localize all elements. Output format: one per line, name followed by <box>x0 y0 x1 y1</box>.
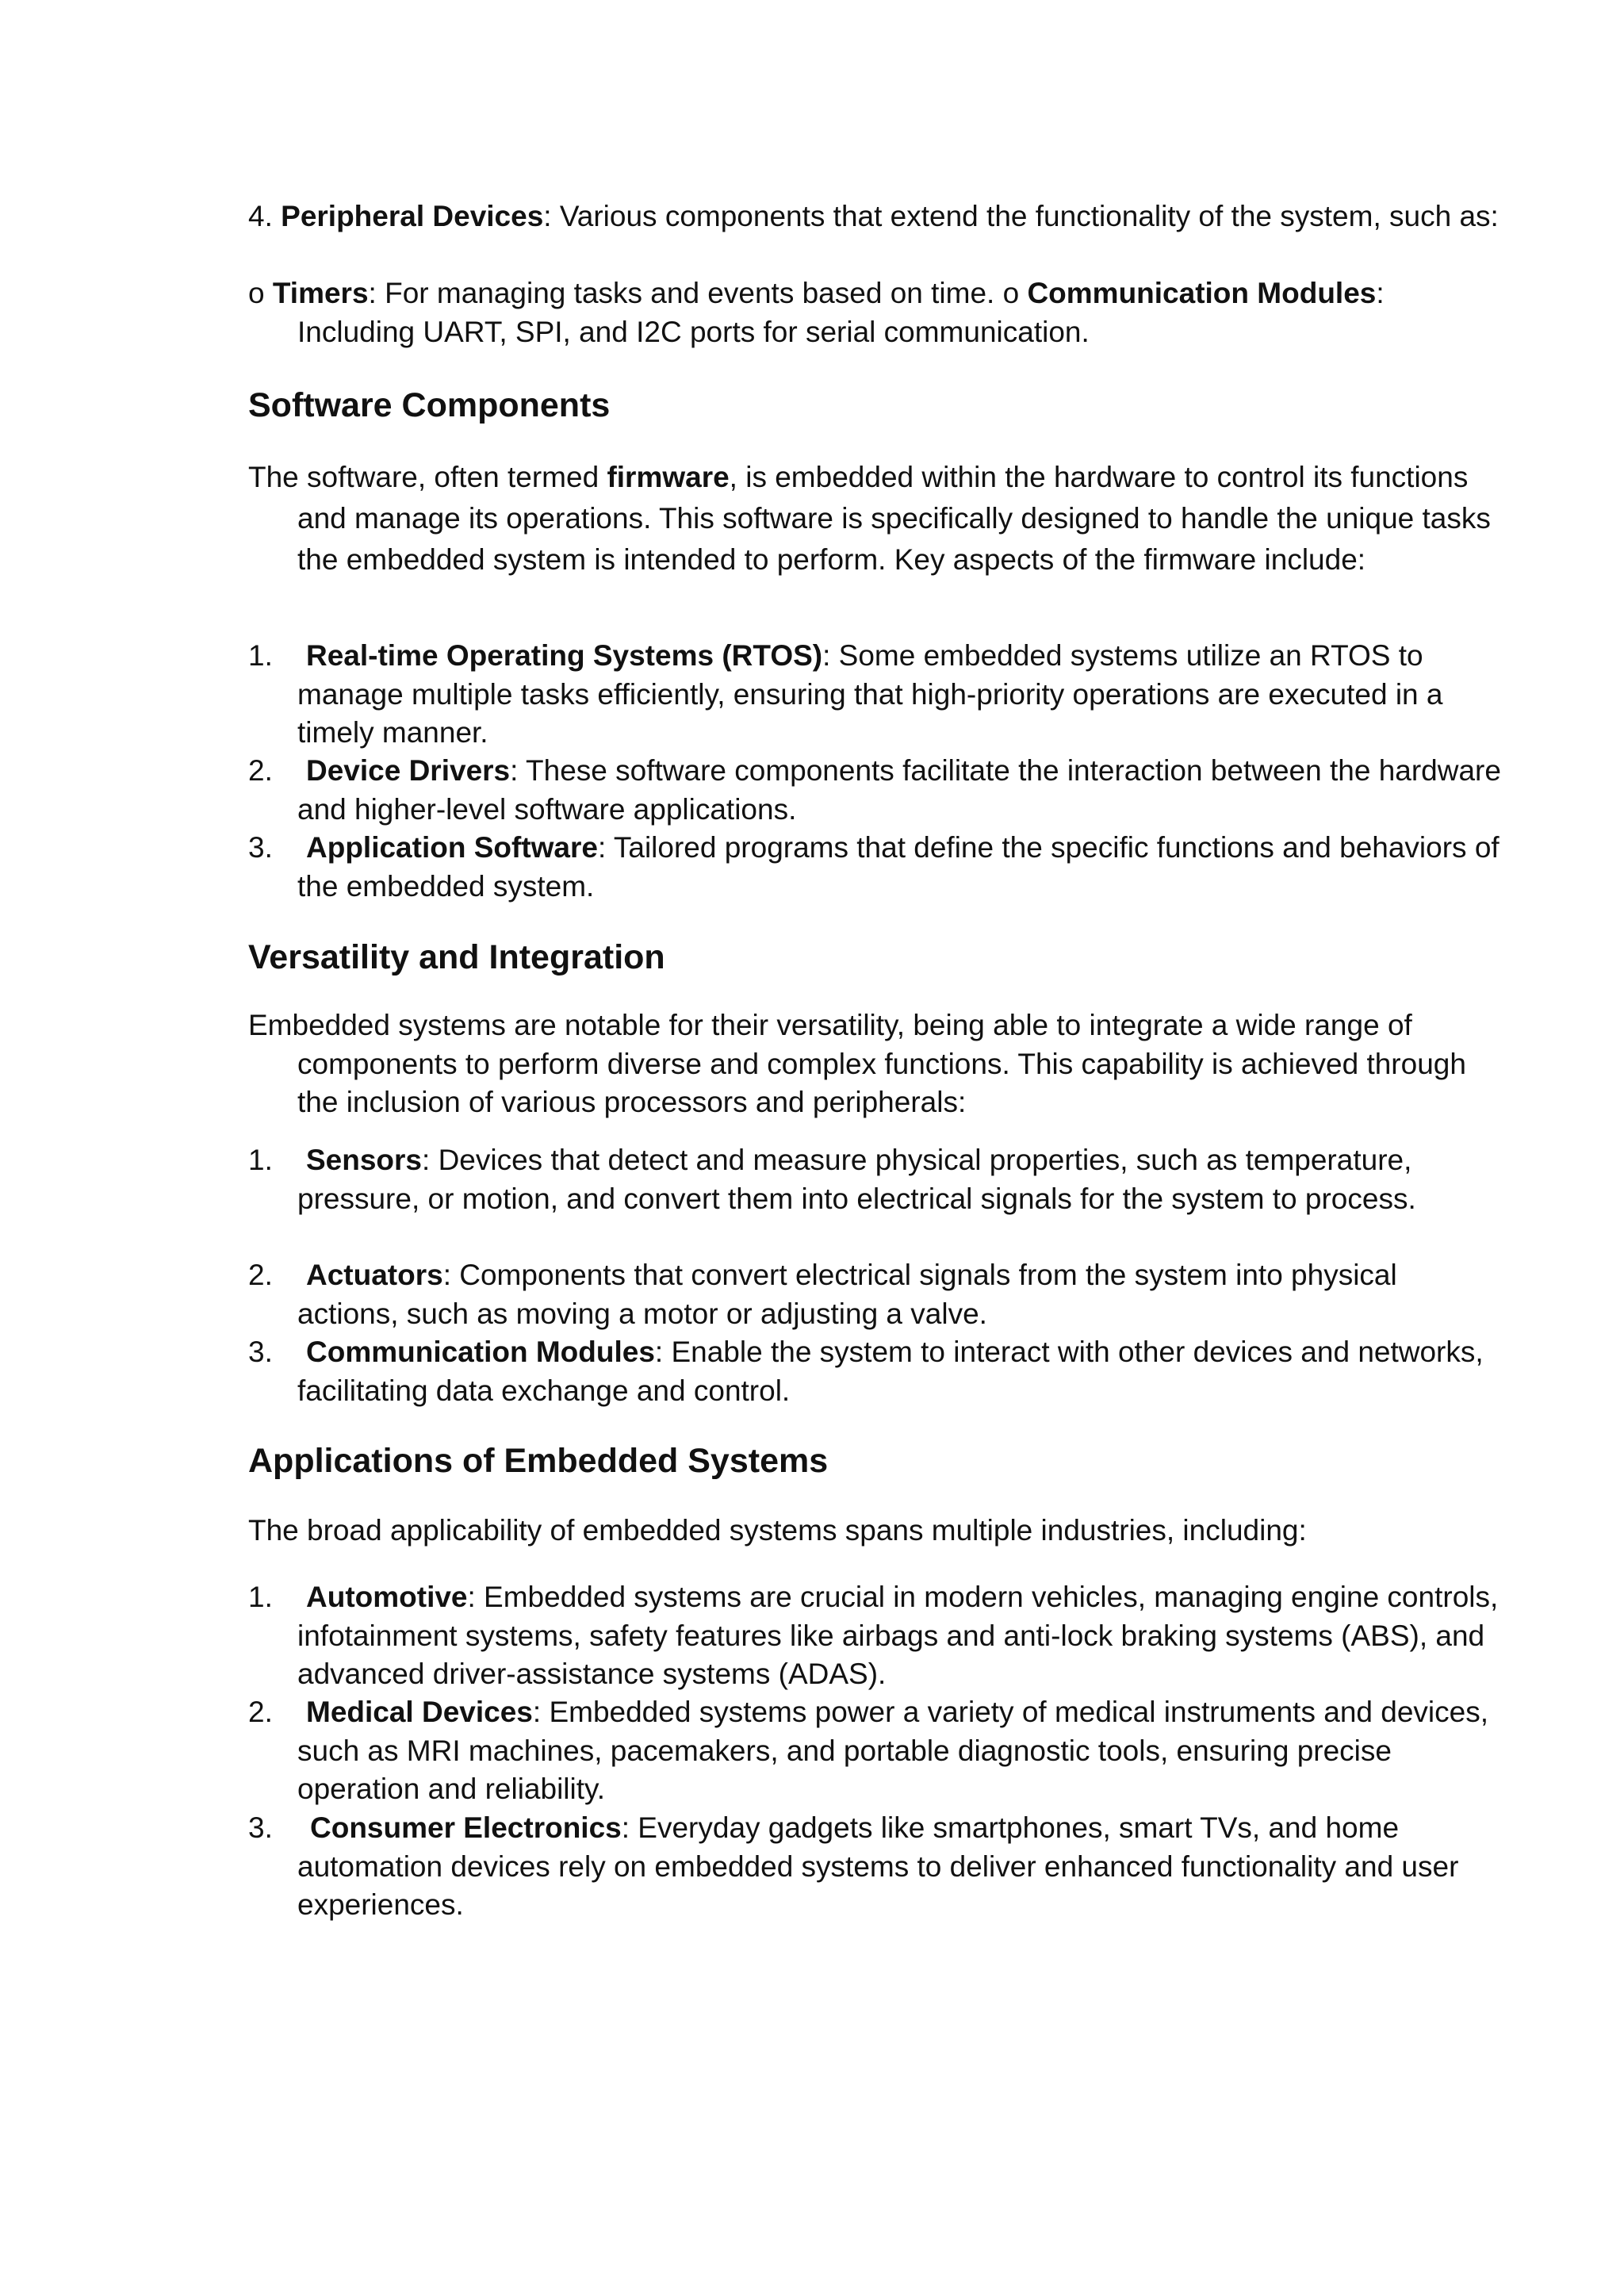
section-heading-versatility: Versatility and Integration <box>248 938 665 976</box>
list-item-text: : These software components facilitate the interaction between the hardware and higher-level software applications. <box>297 754 1501 826</box>
list-item-term: Real-time Operating Systems (RTOS) <box>306 639 823 672</box>
list-number: 2. <box>248 754 273 787</box>
list-item-term: Medical Devices <box>306 1696 533 1728</box>
list-item-text: : Tailored programs that define the specific functions and behaviors of the embedded system. <box>297 831 1500 903</box>
list-item <box>248 1809 1503 1925</box>
intro-text: The software, often termed <box>248 461 607 493</box>
applications-intro-paragraph: The broad applicability of embedded systems spans multiple industries, including: <box>248 1514 1307 1547</box>
list-item-term: Sensors <box>306 1144 423 1176</box>
list-item <box>248 829 1503 906</box>
versatility-intro-paragraph: Embedded systems are notable for their versatility, being able to integrate a wide range of components to perform diverse and complex functions. This capability is achieved through the inclusion of various processors and peripherals: <box>248 1009 1466 1118</box>
list-number: 3. <box>248 1336 273 1368</box>
list-item-text: : Some embedded systems utilize an RTOS to manage multiple tasks efficiently, ensuring that high-priority operations are executed in a timely manner. <box>297 639 1443 749</box>
list-number: 3. <box>248 1811 273 1844</box>
list-number: 2. <box>248 1259 273 1291</box>
list-item <box>248 1333 1503 1410</box>
communication-modules-term: Communication Modules <box>1027 277 1377 309</box>
list-item-term: Actuators <box>306 1259 443 1291</box>
peripheral-devices-text: : Various components that extend the functionality of the system, such as: <box>543 200 1499 232</box>
timers-term: Timers <box>272 277 369 309</box>
list-item-term: Device Drivers <box>306 754 511 787</box>
list-number: 2. <box>248 1696 273 1728</box>
list-item-term: Communication Modules <box>306 1336 655 1368</box>
section-heading-applications: Applications of Embedded Systems <box>248 1442 829 1480</box>
list-number: 1. <box>248 1581 273 1613</box>
list-item-term: Application Software <box>306 831 598 864</box>
bullet-marker: o <box>248 277 265 309</box>
communication-modules-text: : Including UART, SPI, and I2C ports for serial communication. <box>297 277 1385 348</box>
list-number: 3. <box>248 831 273 864</box>
list-item <box>248 1256 1503 1333</box>
list-item-term: Automotive <box>306 1581 468 1613</box>
list-item-text: : Embedded systems power a variety of medical instruments and devices, such as MRI machines, pacemakers, and portable diagnostic tools, ensuring precise operation and reliability. <box>297 1696 1488 1805</box>
intro-text: , is embedded within the hardware to control its functions and manage its operations. This software is specifically designed to handle the unique tasks the embedded system is intended to perform. Key aspects of the firmware include: <box>297 461 1491 576</box>
software-intro-paragraph <box>248 457 1503 581</box>
firmware-term: firmware <box>607 461 730 493</box>
peripheral-devices-item <box>248 197 1503 236</box>
list-item <box>248 752 1503 829</box>
section-heading-software: Software Components <box>248 386 611 424</box>
list-item-text: : Components that convert electrical signals from the system into physical actions, such as moving a motor or adjusting a valve. <box>297 1259 1397 1330</box>
list-item-text: : Enable the system to interact with other devices and networks, facilitating data exchange and control. <box>297 1336 1484 1407</box>
list-item <box>248 637 1503 753</box>
peripheral-devices-term: Peripheral Devices <box>281 200 544 232</box>
timers-communication-bullets <box>248 274 1503 351</box>
list-item <box>248 1141 1503 1218</box>
bullet-marker: o <box>1002 277 1020 309</box>
list-item-text: : Everyday gadgets like smartphones, smart TVs, and home automation devices rely on embedded systems to deliver enhanced functionality and user experiences. <box>297 1811 1459 1921</box>
list-number: 1. <box>248 1144 273 1176</box>
list-number: 1. <box>248 639 273 672</box>
timers-text: : For managing tasks and events based on time. <box>368 277 995 309</box>
list-number: 4. <box>248 200 273 232</box>
list-item-text: : Embedded systems are crucial in modern vehicles, managing engine controls, infotainment systems, safety features like airbags and anti-lock braking systems (ABS), and advanced driver-assistance systems (ADAS). <box>297 1581 1499 1690</box>
list-item-text: : Devices that detect and measure physical properties, such as temperature, pressure, or motion, and convert them into electrical signals for the system to process. <box>297 1144 1416 1215</box>
list-item-term: Consumer Electronics <box>310 1811 622 1844</box>
list-item <box>248 1693 1503 1809</box>
list-item <box>248 1578 1503 1694</box>
